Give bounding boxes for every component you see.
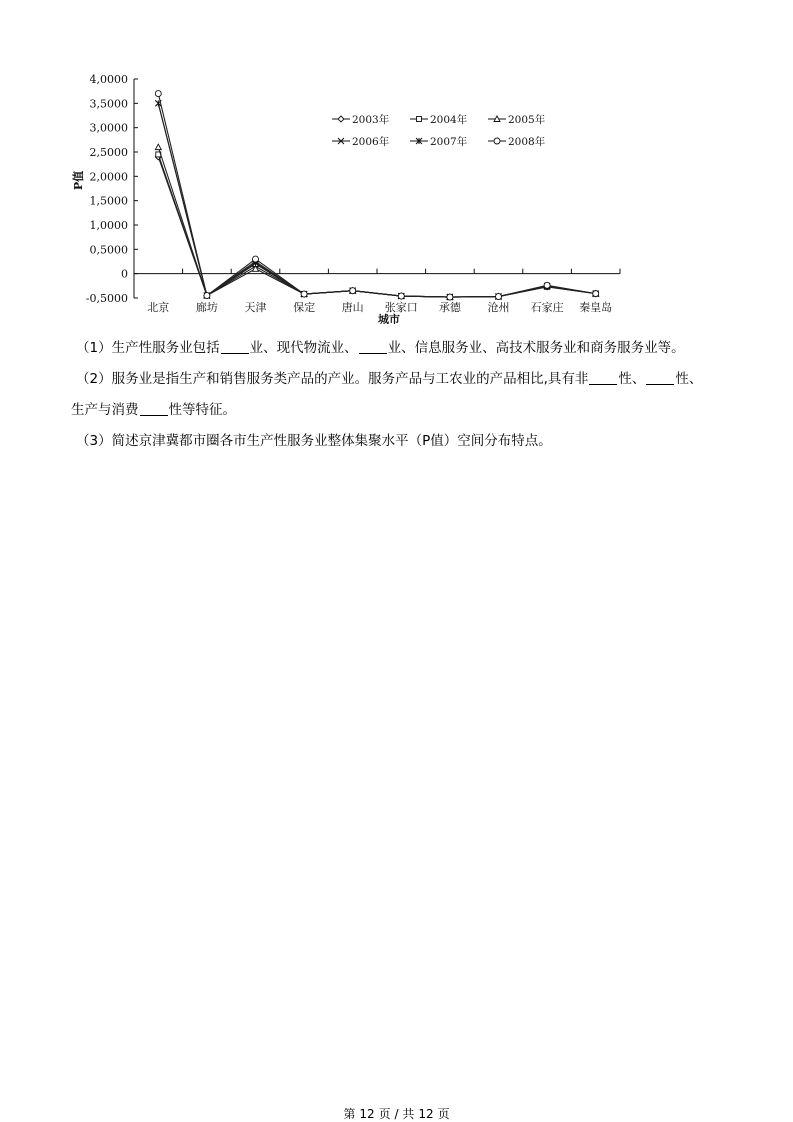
question-1-part-a: （1）生产性服务业包括	[76, 340, 220, 356]
y-tick-label: 2,5000	[89, 146, 128, 159]
legend-swatch-marker	[494, 138, 500, 144]
legend-label: 2004年	[430, 114, 468, 126]
y-tick-label: 0,5000	[89, 243, 128, 257]
y-tick-label: 0	[121, 267, 128, 281]
y-tick-label: 3,5000	[89, 97, 128, 111]
x-category-label: 沧州	[487, 301, 510, 314]
x-axis-title: 城市	[378, 313, 400, 324]
line-chart	[70, 62, 630, 324]
question-3: （3）简述京津冀都市圈各市生产性服务业整体集聚水平（P值）空间分布特点。	[76, 433, 552, 449]
data-point	[204, 293, 210, 299]
question-1-part-b: 业、现代物流业、	[249, 340, 358, 356]
x-category-label: 承德	[438, 301, 461, 314]
legend-label: 2006年	[352, 136, 390, 148]
y-tick-label: 3,0000	[89, 121, 128, 135]
question-2-part-b: 性、	[618, 371, 646, 387]
y-tick-label: 2,0000	[89, 170, 128, 184]
question-2-continued	[71, 400, 236, 420]
data-point	[155, 91, 161, 97]
series-line	[158, 157, 595, 297]
data-point	[301, 291, 307, 297]
y-tick-label: 4,0000	[89, 73, 128, 86]
y-axis-title: P值	[72, 170, 85, 191]
x-category-label: 唐山	[341, 301, 364, 314]
footer-prefix: 第	[343, 1107, 356, 1121]
chart-svg	[70, 62, 630, 324]
legend-swatch-marker	[338, 116, 344, 122]
answer-blank[interactable]	[589, 370, 617, 385]
question-2-part-a: （2）服务业是指生产和销售服务类产品的产业。服务产品与工农业的产品相比,具有非	[76, 371, 589, 387]
footer-total-pages: 12	[418, 1107, 434, 1121]
page-footer	[0, 1105, 793, 1122]
y-tick-label: 1,5000	[89, 194, 128, 208]
x-category-label: 廊坊	[195, 301, 218, 314]
legend-swatch-marker	[417, 117, 422, 122]
data-point	[350, 288, 356, 294]
footer-page-number: 12	[359, 1107, 375, 1121]
question-1-part-c: 业、信息服务业、高技术服务业和商务服务业等。	[387, 340, 685, 356]
data-point	[398, 293, 404, 299]
question-2-part-c: 性、	[675, 371, 703, 387]
x-category-label: 北京	[147, 301, 170, 314]
x-category-label: 张家口	[384, 301, 418, 314]
question-2	[76, 369, 702, 389]
question-1	[76, 338, 685, 358]
data-point	[447, 294, 453, 300]
x-category-label: 石家庄	[530, 301, 564, 314]
answer-blank[interactable]	[359, 339, 387, 354]
x-category-label: 秦皇岛	[579, 301, 613, 314]
answer-blank[interactable]	[221, 339, 249, 354]
data-point	[593, 291, 599, 297]
y-tick-label: 1,0000	[89, 219, 128, 232]
question-2b-part-b: 性等特征。	[168, 402, 236, 418]
question-2b-part-a: 生产与消费	[71, 402, 139, 418]
data-point	[155, 144, 161, 150]
answer-blank[interactable]	[140, 401, 168, 416]
x-category-label: 保定	[293, 301, 316, 314]
series-line	[158, 103, 595, 297]
legend-label: 2007年	[430, 136, 468, 148]
legend-label: 2005年	[508, 114, 546, 126]
legend-label: 2008年	[508, 136, 546, 148]
footer-suffix: 页	[437, 1107, 450, 1121]
data-point	[544, 282, 550, 288]
answer-blank[interactable]	[646, 370, 674, 385]
series-line	[158, 103, 595, 297]
legend-label: 2003年	[352, 114, 390, 126]
y-tick-label: -0,5000	[85, 292, 128, 305]
series-line	[158, 147, 595, 297]
data-point	[253, 256, 259, 262]
series-line	[158, 154, 595, 297]
data-point	[496, 294, 502, 300]
x-category-label: 天津	[244, 301, 267, 314]
footer-mid: 页 / 共	[378, 1107, 415, 1121]
